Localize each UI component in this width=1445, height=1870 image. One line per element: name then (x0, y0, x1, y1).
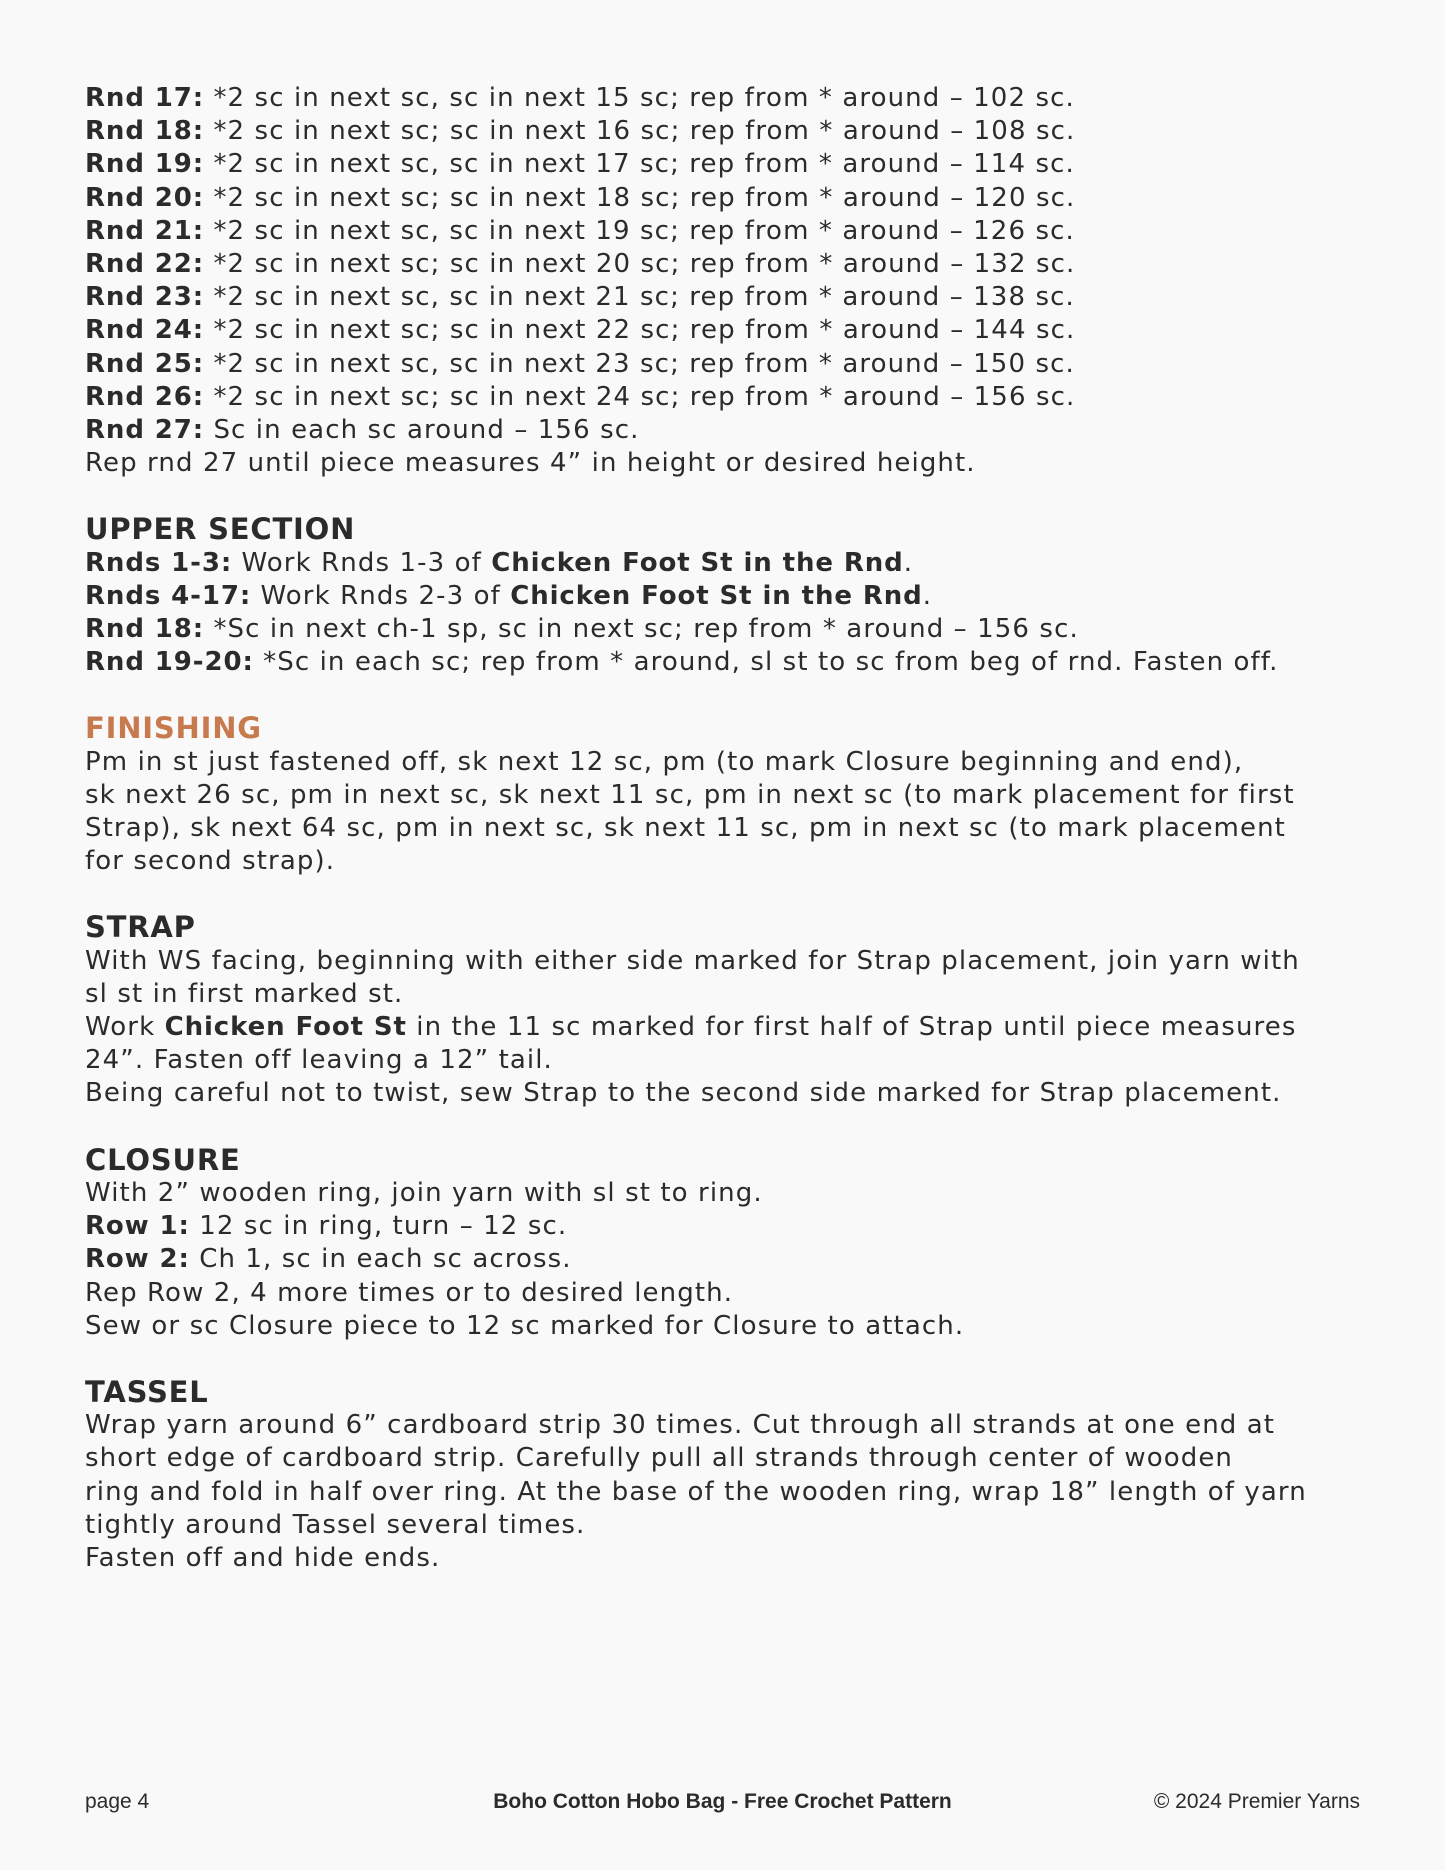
section-heading: UPPER SECTION (85, 512, 356, 547)
round-line (85, 414, 1375, 447)
round-label: Rnd 25: (85, 348, 205, 379)
body-line: Sew or sc Closure piece to 12 sc marked for Closure to attach. (85, 1310, 965, 1341)
round-line (85, 182, 1375, 215)
round-line (85, 314, 1375, 347)
body-line: short edge of cardboard strip. Carefully pull all strands through center of wooden (85, 1443, 1234, 1474)
row-label: Row 1: (85, 1211, 190, 1242)
row-line (85, 1243, 1375, 1276)
body-line: Being careful not to twist, sew Strap to the second side marked for Strap placement. (85, 1078, 1282, 1109)
round-line (85, 580, 1375, 613)
round-text: *2 sc in next sc, sc in next 17 sc; rep from * around – 114 sc. (204, 149, 1075, 180)
round-label: Rnd 23: (85, 282, 205, 313)
page-number: page 4 (85, 1790, 150, 1813)
round-label: Rnds 1-3: (85, 547, 233, 578)
round-label: Rnds 4-17: (85, 580, 252, 611)
round-label: Rnd 19-20: (85, 647, 254, 678)
round-label: Rnd 27: (85, 415, 205, 446)
round-label: Rnd 21: (85, 215, 205, 246)
row-line (85, 1210, 1375, 1243)
body-line: for second strap). (85, 846, 336, 877)
closure-section (85, 1144, 1375, 1343)
round-line (85, 248, 1375, 281)
round-text: *2 sc in next sc; sc in next 22 sc; rep from * around – 144 sc. (204, 315, 1076, 346)
round-text: *2 sc in next sc, sc in next 15 sc; rep from * around – 102 sc. (204, 83, 1075, 113)
stitch-name: Chicken Foot St (164, 1012, 407, 1043)
body-line: Fasten off and hide ends. (85, 1542, 441, 1573)
round-line (85, 115, 1375, 148)
row-label: Row 2: (85, 1244, 190, 1275)
round-line (85, 381, 1375, 414)
body-line: Strap), sk next 64 sc, pm in next sc, sk next 11 sc, pm in next sc (to mark placement (85, 813, 1286, 844)
body-line: ring and fold in half over ring. At the base of the wooden ring, wrap 18” length of yarn (85, 1476, 1307, 1507)
round-text-end: . (903, 547, 914, 578)
round-line (85, 613, 1375, 646)
body-text: Work (85, 1012, 165, 1043)
round-label: Rnd 18: (85, 116, 205, 147)
round-text: *2 sc in next sc; sc in next 20 sc; rep from * around – 132 sc. (204, 249, 1076, 280)
section-heading: CLOSURE (85, 1142, 241, 1177)
round-label: Rnd 17: (85, 83, 205, 113)
round-label: Rnd 26: (85, 381, 205, 412)
round-text: *2 sc in next sc, sc in next 23 sc; rep from * around – 150 sc. (204, 348, 1075, 379)
round-text: *Sc in next ch-1 sp, sc in next sc; rep from * around – 156 sc. (204, 614, 1079, 645)
rounds-block (85, 82, 1375, 480)
body-line: sl st in first marked st. (85, 978, 404, 1009)
round-text-end: . (922, 580, 933, 611)
round-text: Work Rnds 1-3 of (232, 547, 492, 578)
section-heading: STRAP (85, 910, 196, 945)
body-line (85, 1011, 1375, 1044)
section-heading: TASSEL (85, 1374, 209, 1409)
round-text: *2 sc in next sc, sc in next 21 sc; rep from * around – 138 sc. (204, 282, 1075, 313)
round-text: Sc in each sc around – 156 sc. (204, 415, 640, 446)
round-line (85, 148, 1375, 181)
finishing-section (85, 712, 1375, 878)
round-line (85, 281, 1375, 314)
tassel-section (85, 1376, 1375, 1575)
round-note: Rep rnd 27 until piece measures 4” in height or desired height. (85, 448, 976, 479)
round-text: Work Rnds 2-3 of (251, 580, 511, 611)
round-line (85, 215, 1375, 248)
upper-section (85, 513, 1375, 679)
round-text: *Sc in each sc; rep from * around, sl st to sc from beg of rnd. Fasten off. (253, 647, 1279, 678)
stitch-name: Chicken Foot St in the Rnd (510, 580, 923, 611)
round-label: Rnd 20: (85, 182, 205, 213)
round-label: Rnd 19: (85, 149, 205, 180)
section-heading: FINISHING (85, 711, 262, 746)
row-text: 12 sc in ring, turn – 12 sc. (189, 1211, 568, 1242)
body-line: sk next 26 sc, pm in next sc, sk next 11 sc, pm in next sc (to mark placement for first (85, 779, 1295, 810)
body-line: Wrap yarn around 6” cardboard strip 30 times. Cut through all strands at one end at (85, 1410, 1276, 1441)
round-text: *2 sc in next sc; sc in next 18 sc; rep from * around – 120 sc. (204, 182, 1076, 213)
round-line (85, 82, 1375, 115)
round-line (85, 646, 1375, 679)
body-text: in the 11 sc marked for first half of Strap until piece measures (406, 1012, 1297, 1043)
round-text: *2 sc in next sc; sc in next 16 sc; rep from * around – 108 sc. (204, 116, 1076, 147)
document-title: Boho Cotton Hobo Bag - Free Crochet Pattern (493, 1790, 952, 1813)
copyright: © 2024 Premier Yarns (1153, 1790, 1360, 1813)
pattern-content (85, 82, 1375, 1575)
body-line: With WS facing, beginning with either side marked for Strap placement, join yarn with (85, 945, 1300, 976)
strap-section (85, 911, 1375, 1110)
stitch-name: Chicken Foot St in the Rnd (491, 547, 904, 578)
body-line: With 2” wooden ring, join yarn with sl st to ring. (85, 1177, 763, 1208)
round-label: Rnd 18: (85, 614, 205, 645)
row-text: Ch 1, sc in each sc across. (189, 1244, 572, 1275)
round-line (85, 348, 1375, 381)
body-line: tightly around Tassel several times. (85, 1509, 586, 1540)
round-label: Rnd 22: (85, 249, 205, 280)
body-line: 24”. Fasten off leaving a 12” tail. (85, 1045, 553, 1076)
body-line: Pm in st just fastened off, sk next 12 sc, pm (to mark Closure beginning and end), (85, 746, 1244, 777)
body-line: Rep Row 2, 4 more times or to desired length. (85, 1277, 734, 1308)
round-text: *2 sc in next sc, sc in next 19 sc; rep from * around – 126 sc. (204, 215, 1075, 246)
round-line (85, 547, 1375, 580)
round-label: Rnd 24: (85, 315, 205, 346)
round-text: *2 sc in next sc; sc in next 24 sc; rep from * around – 156 sc. (204, 381, 1076, 412)
